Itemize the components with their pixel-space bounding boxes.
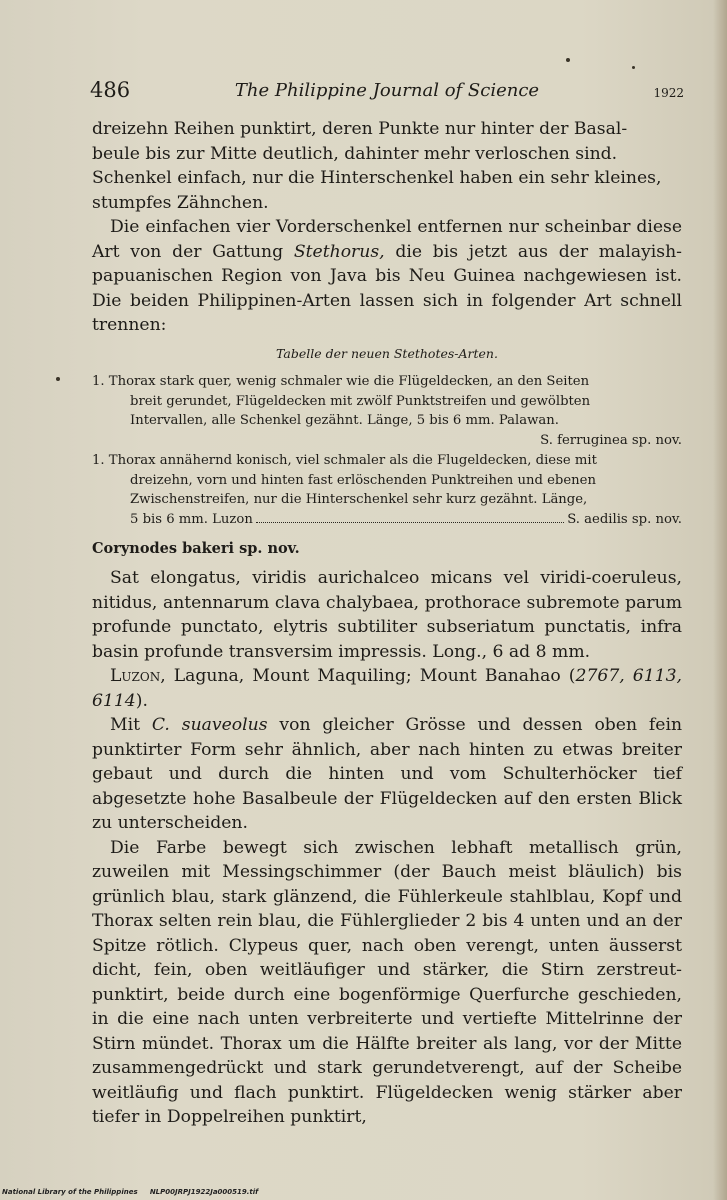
species-heading: Corynodes bakeri sp. nov.: [92, 540, 300, 557]
species-text: [92, 566, 682, 1130]
key-entry-line: Zwischenstreifen, nur die Hinterschenkel sehr kurz gezähnt. Länge,: [130, 492, 588, 507]
description-paragraph: Die Farbe bewegt sich zwischen lebhaft metallisch grün, zuweilen mit Messingschimmer (der Bauch meist bläulich) bis grünlich blau, stark glänzend, die Fühlerkeule stahlblau, Kopf und Thorax selten rein blau, die Fühlerglieder 2 bis 4 unten und an der Spitze rötlich. Clypeus quer, nach oben verengt, unten äusserst dicht, fein, oben weitläufiger und stärker, die Stirn zerstreut-punktirt, beide durch eine bogenförmige Querfurche geschieden, in die eine nach unten verbreiterte und vertiefte Mittelrinne der Stirn mündet. Thorax um die Hälfte breiter als lang, vor der Mitte zusammengedrückt und stark gerundetverengt, auf der Scheibe weitläufig und flach punktirt. Flügeldecken wenig stärker aber tiefer in Doppelreihen punktirt,: [92, 837, 682, 1127]
intro-line: stumpfes Zähnchen.: [92, 192, 269, 213]
intro-paragraph-1: [92, 117, 682, 215]
ink-speck: [632, 66, 635, 69]
journal-title: The Philippine Journal of Science: [234, 80, 540, 101]
publication-year: 1922: [653, 86, 684, 100]
locality: Luzon, Laguna, Mount Maquiling; Mount Banahao (2767, 6113, 6114).: [92, 666, 683, 711]
running-header: [90, 80, 684, 106]
key-entry-2: [92, 451, 682, 529]
scan-footer: [2, 1188, 258, 1196]
key-species-name: S. aedilis sp. nov.: [567, 511, 682, 527]
intro-line: dreizehn Reihen punktirt, deren Punkte nur hinter der Basal-: [92, 119, 628, 139]
intro-paragraph-2: Die einfachen vier Vorderschenkel entfernen nur scheinbar diese Art von der Gattung Stethorus, die bis jetzt aus der malayish-papuanischen Region von Java bis Neu Guinea nachgewiesen ist. Die beiden Philippinen-Arten lassen sich in folgender Art schnell trennen:: [92, 217, 682, 335]
scan-filename: NLP00JRPJ1922Ja000519.tif: [149, 1188, 259, 1196]
key-entry-line: breit gerundet, Flügeldecken mit zwölf Punktstreifen und gewölbten: [130, 393, 591, 409]
key-table-title: Tabelle der neuen Stethotes-Arten.: [276, 346, 498, 361]
key-species-name: S. ferruginea sp. nov.: [540, 432, 682, 448]
latin-diagnosis: Sat elongatus, viridis aurichalceo micans vel viridi-coeruleus, nitidus, antennarum clava chalybaea, prothorace subremote parum profunde punctato, elytris subtiliter subseriatum punctatis, infra basin profunde transversim impressis. Long., 6 ad 8 mm.: [92, 568, 682, 662]
intro-line: beule bis zur Mitte deutlich, dahinter mehr verloschen sind.: [92, 143, 618, 164]
ink-speck: [56, 377, 60, 381]
intro-line: Schenkel einfach, nur die Hinterschenkel haben ein sehr kleines,: [92, 168, 662, 188]
ink-speck: [566, 58, 570, 62]
library-credit: National Library of the Philippines: [2, 1188, 138, 1196]
key-entry-line: Intervallen, alle Schenkel gezähnt. Länge, 5 bis 6 mm. Palawan.: [130, 413, 559, 428]
page-edge-shadow: [713, 0, 727, 1200]
compared-species: C. suaveolus: [151, 715, 268, 735]
specimen-numbers: 2767, 6113, 6114: [92, 666, 683, 711]
comparison-paragraph: Mit C. suaveolus von gleicher Grösse und dessen oben fein punktirter Form sehr ähnlich, aber nach hinten zu etwas breiter gebaut und durch die hinten und vom Schulterhöcker tief abgesetzte hohe Basalbeule der Flügeldecken auf den ersten Blick zu unterscheiden.: [92, 715, 683, 833]
key-entry-line: 1. Thorax stark quer, wenig schmaler wie die Flügeldecken, an den Seiten: [92, 374, 590, 389]
intro-text: [92, 117, 682, 338]
page-number: 486: [90, 78, 131, 102]
dot-leader: [256, 522, 564, 523]
key-entry-line: 1. Thorax annähernd konisch, viel schmaler als die Flugeldecken, diese mit: [92, 453, 597, 468]
key-entry-leader-line: 5 bis 6 mm. Luzon S. aedilis sp. nov.: [92, 510, 682, 530]
key-entry-line: dreizehn, vorn und hinten fast erlöschenden Punktreihen und ebenen: [130, 472, 596, 488]
key-entry-1: [92, 372, 682, 450]
locality-region: Luzon: [110, 666, 161, 686]
genus-name: Stethorus,: [293, 241, 385, 262]
